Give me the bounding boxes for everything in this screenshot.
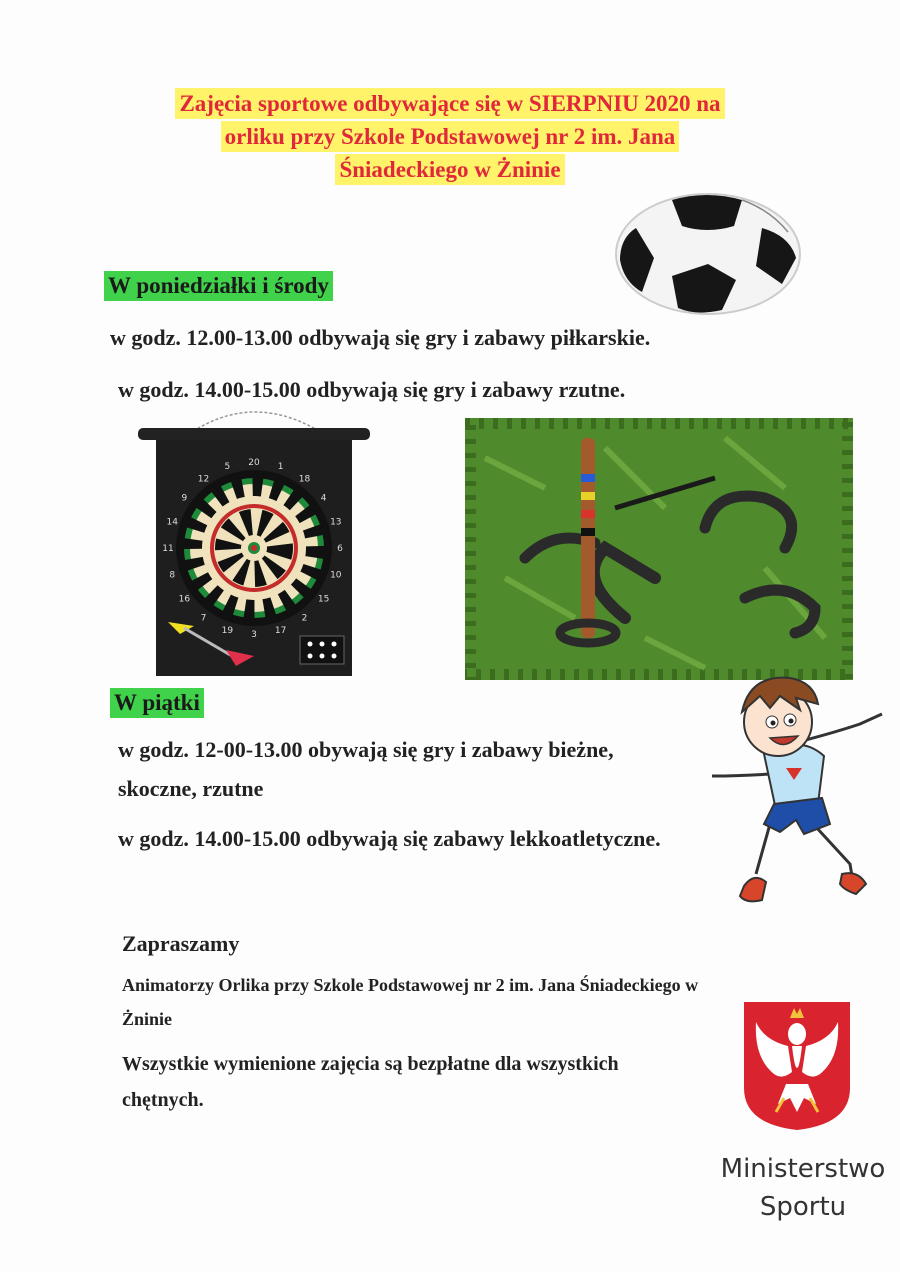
section-heading-fri: W piątki xyxy=(110,688,204,718)
dartboard-number: 15 xyxy=(317,594,330,605)
dartboard-number: 10 xyxy=(330,570,342,581)
dartboard-number: 7 xyxy=(200,613,207,624)
title-line-2: orliku przy Szkole Podstawowej nr 2 im. Jana xyxy=(221,121,680,152)
dartboard-number: 5 xyxy=(224,462,231,473)
schedule-line-football: w godz. 12.00-13.00 odbywają się gry i zabawy piłkarskie. xyxy=(110,325,651,350)
horseshoe-game-icon xyxy=(465,418,853,680)
ministry-logo-text xyxy=(708,1150,898,1226)
dartboard-number: 3 xyxy=(251,630,257,640)
dartboard-number: 12 xyxy=(197,474,210,485)
dartboard-number: 13 xyxy=(330,517,342,528)
title-line-1: Zajęcia sportowe odbywające się w SIERPNIU 2020 na xyxy=(175,88,724,119)
dartboard-number: 17 xyxy=(274,625,287,636)
invite-text: Zapraszamy xyxy=(122,931,240,956)
schedule-line-running-cont: skoczne, rzutne xyxy=(118,776,264,801)
dartboard-number: 14 xyxy=(166,517,178,528)
dartboard-icon xyxy=(134,398,374,683)
dartboard-number: 19 xyxy=(221,625,234,636)
dartboard-number: 11 xyxy=(162,544,174,554)
dartboard-number: 16 xyxy=(178,594,191,605)
free-info-line-2: chętnych. xyxy=(122,1089,204,1111)
schedule-line-athletics: w godz. 14.00-15.00 odbywają się zabawy lekkoatletyczne. xyxy=(118,826,661,851)
dartboard-number: 4 xyxy=(320,493,327,504)
football-icon xyxy=(612,188,802,318)
dartboard-number: 18 xyxy=(298,474,311,485)
page-title xyxy=(0,88,900,187)
organizer-line-2: Żninie xyxy=(122,1009,173,1029)
ministry-line-2: Sportu xyxy=(759,1192,847,1222)
running-boy-icon xyxy=(700,664,900,914)
free-info-line-1: Wszystkie wymienione zajęcia są bezpłatne dla wszystkich xyxy=(122,1053,619,1075)
section-heading-mon-wed: W poniedziałki i środy xyxy=(104,271,333,301)
dartboard-number: 9 xyxy=(181,493,188,504)
dartboard-number: 20 xyxy=(248,458,260,468)
dartboard-number: 2 xyxy=(301,613,308,624)
white-eagle-emblem-icon xyxy=(742,1000,852,1132)
dartboard-number: 1 xyxy=(277,462,284,473)
title-line-3: Śniadeckiego w Żninie xyxy=(335,154,564,185)
organizer-line-1: Animatorzy Orlika przy Szkole Podstawowej nr 2 im. Jana Śniadeckiego w xyxy=(122,975,699,995)
schedule-line-running: w godz. 12-00-13.00 obywają się gry i zabawy bieżne, xyxy=(118,737,614,762)
ministry-line-1: Ministerstwo xyxy=(720,1154,886,1184)
dartboard-number: 6 xyxy=(337,544,343,554)
dartboard-number: 8 xyxy=(169,570,176,581)
schedule-line-throwing: w godz. 14.00-15.00 odbywają się gry i zabawy rzutne. xyxy=(118,377,626,402)
